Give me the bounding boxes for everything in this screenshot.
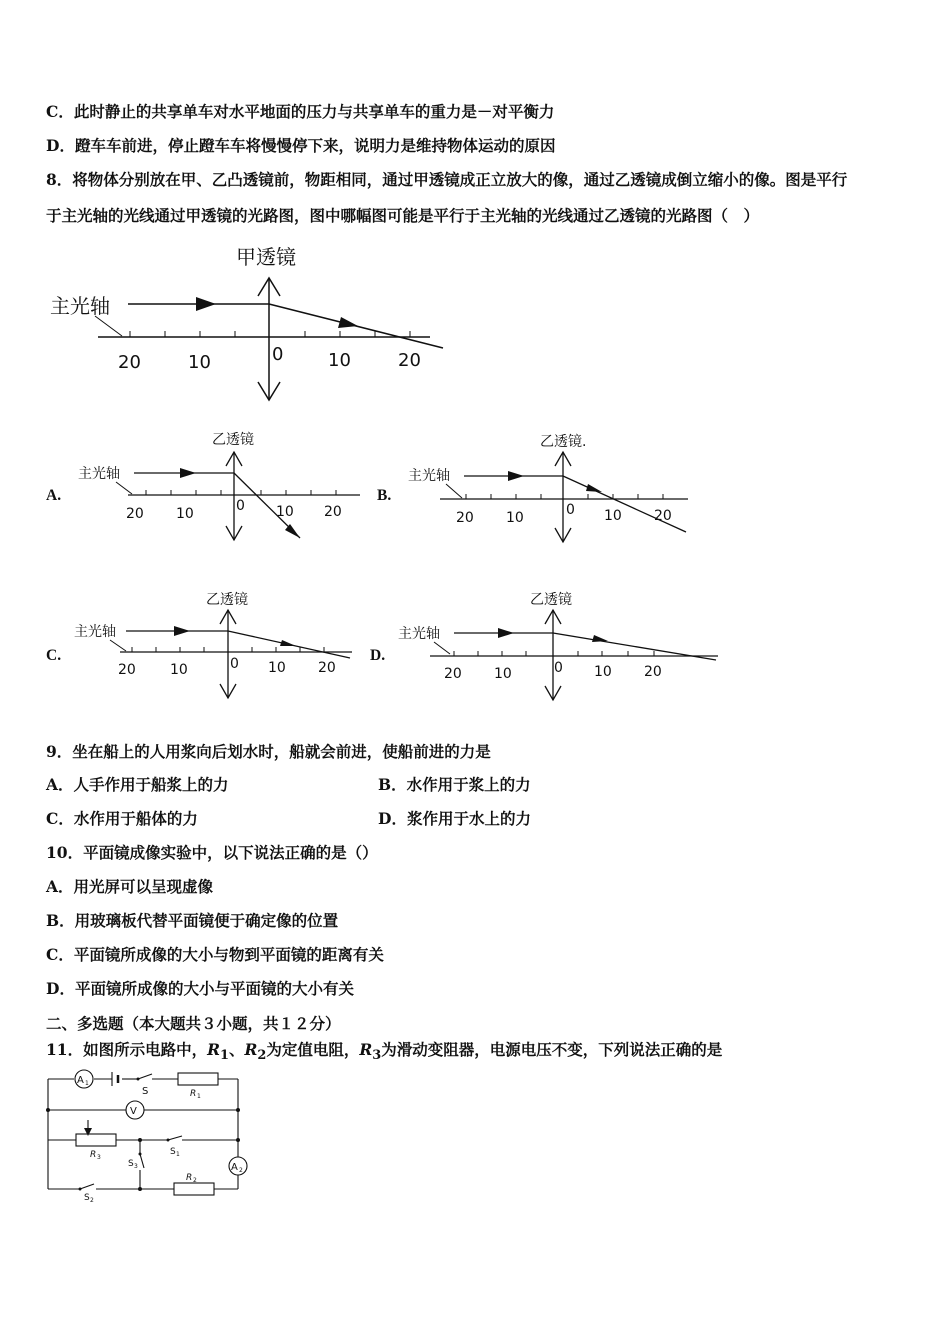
option-d-tick-2: 0: [554, 660, 563, 676]
main-lens-label: 甲透镜: [236, 245, 296, 269]
option-b-tick-4: 20: [654, 508, 672, 524]
option-d-tick-1: 10: [494, 666, 512, 682]
q7-option-d: D．蹬车车前进，停止蹬车车将慢慢停下来，说明力是维持物体运动的原因: [46, 136, 556, 155]
option-b-tick-0: 20: [456, 510, 474, 526]
q10-option-a: A．用光屏可以呈现虚像: [46, 877, 214, 896]
q11-tail: 为滑动变阻器，电源电压不变，下列说法正确的是: [381, 1040, 723, 1059]
option-d-lens-label: 乙透镜: [530, 592, 572, 608]
option-b-diagram: [406, 428, 696, 548]
q11-r1-sub: 1: [219, 1048, 229, 1064]
circuit-r1-sub: 1: [197, 1093, 201, 1100]
q11-r3-sub: 3: [372, 1048, 382, 1064]
option-c-tick-0: 20: [118, 662, 136, 678]
q9-option-d: D．浆作用于水上的力: [378, 809, 531, 828]
q10-option-d: D．平面镜所成像的大小与平面镜的大小有关: [46, 979, 354, 998]
option-b-lens-label: 乙透镜.: [540, 434, 587, 450]
circuit-s2-sub: 2: [90, 1197, 94, 1204]
circuit-s2-label: S: [84, 1193, 90, 1203]
option-d-axis-label: 主光轴: [398, 626, 440, 642]
option-b-tick-3: 10: [604, 508, 622, 524]
option-c-axis-label: 主光轴: [74, 624, 116, 640]
option-b-tick-1: 10: [506, 510, 524, 526]
circuit-r2-sub: 2: [193, 1177, 197, 1184]
circuit-a1-sub: 1: [85, 1080, 89, 1087]
q11-r2: R: [244, 1040, 258, 1059]
q8-stem-line1: 8．将物体分别放在甲、乙凸透镜前，物距相同，通过甲透镜成正立放大的像，通过乙透镜成倒立缩小的像。图是平行: [46, 170, 848, 189]
circuit-s3-sub: 3: [134, 1163, 138, 1170]
circuit-r2-label: R: [186, 1173, 193, 1183]
q10-option-b: B．用玻璃板代替平面镜便于确定像的位置: [46, 911, 339, 930]
circuit-a2-sub: 2: [239, 1167, 243, 1174]
option-c-lens-label: 乙透镜: [206, 592, 248, 608]
q9-option-a: A．人手作用于船浆上的力: [46, 775, 229, 794]
option-d-diagram: [396, 588, 726, 708]
q11-r3: R: [359, 1040, 373, 1059]
main-tick-20-left: 20: [118, 352, 141, 373]
q10-stem: 10．平面镜成像实验中，以下说法正确的是（）: [46, 843, 378, 862]
q8-stem-line2: 于主光轴的光线通过甲透镜的光路图，图中哪幅图可能是平行于主光轴的光线通过乙透镜的光路图（ ）: [46, 206, 760, 225]
option-d-tick-0: 20: [444, 666, 462, 682]
option-a-letter: A.: [46, 487, 62, 504]
main-tick-10-right: 10: [328, 350, 351, 371]
circuit-s3-label: S: [128, 1159, 134, 1169]
option-a-tick-3: 10: [276, 504, 294, 520]
section-2-title: 二、多选题（本大题共３小题，共１２分）: [46, 1014, 341, 1033]
circuit-diagram: [40, 1066, 260, 1206]
option-a-tick-2: 0: [236, 498, 245, 514]
option-a-tick-1: 10: [176, 506, 194, 522]
circuit-a2-label: A: [231, 1162, 238, 1173]
main-tick-20-right: 20: [398, 350, 421, 371]
option-a-diagram: [76, 428, 366, 548]
option-c-tick-2: 0: [230, 656, 239, 672]
option-d-tick-3: 10: [594, 664, 612, 680]
circuit-a1-label: A: [77, 1075, 84, 1086]
option-a-axis-label: 主光轴: [78, 466, 120, 482]
main-axis-label: 主光轴: [50, 294, 110, 318]
option-b-tick-2: 0: [566, 502, 575, 518]
main-tick-10-left: 10: [188, 352, 211, 373]
option-d-letter: D.: [370, 647, 386, 664]
main-lens-diagram: [40, 238, 460, 408]
option-b-axis-label: 主光轴: [408, 468, 450, 484]
option-a-tick-4: 20: [324, 504, 342, 520]
option-c-letter: C.: [46, 647, 62, 664]
option-a-tick-0: 20: [126, 506, 144, 522]
option-c-tick-3: 10: [268, 660, 286, 676]
q7-option-c: C．此时静止的共享单车对水平地面的压力与共享单车的重力是－对平衡力: [46, 102, 555, 121]
option-a-lens-label: 乙透镜: [212, 432, 254, 448]
q9-option-b: B．水作用于浆上的力: [378, 775, 531, 794]
q9-stem: 9．坐在船上的人用浆向后划水时，船就会前进，使船前进的力是: [46, 742, 491, 761]
circuit-r1-label: R: [190, 1089, 197, 1099]
main-tick-0: 0: [272, 344, 284, 365]
circuit-s-label: S: [142, 1086, 149, 1097]
q11-mid: 为定值电阻，: [266, 1040, 360, 1059]
option-b-letter: B.: [377, 487, 392, 504]
q10-option-c: C．平面镜所成像的大小与物到平面镜的距离有关: [46, 945, 384, 964]
q11-r2-sub: 2: [257, 1048, 267, 1064]
circuit-s1-label: S: [170, 1147, 176, 1157]
option-d-tick-4: 20: [644, 664, 662, 680]
circuit-r3-sub: 3: [97, 1154, 101, 1161]
q11-stem: [46, 1040, 722, 1066]
q11-r1: R: [207, 1040, 220, 1059]
q11-sep: 、: [228, 1040, 245, 1059]
option-c-tick-4: 20: [318, 660, 336, 676]
circuit-v-label: V: [130, 1106, 137, 1117]
option-c-tick-1: 10: [170, 662, 188, 678]
circuit-s1-sub: 1: [176, 1151, 180, 1158]
option-c-diagram: [72, 588, 362, 708]
circuit-r3-label: R: [90, 1150, 97, 1160]
q11-number: 11．如图所示电路中，: [46, 1040, 208, 1059]
q9-option-c: C．水作用于船体的力: [46, 809, 198, 828]
